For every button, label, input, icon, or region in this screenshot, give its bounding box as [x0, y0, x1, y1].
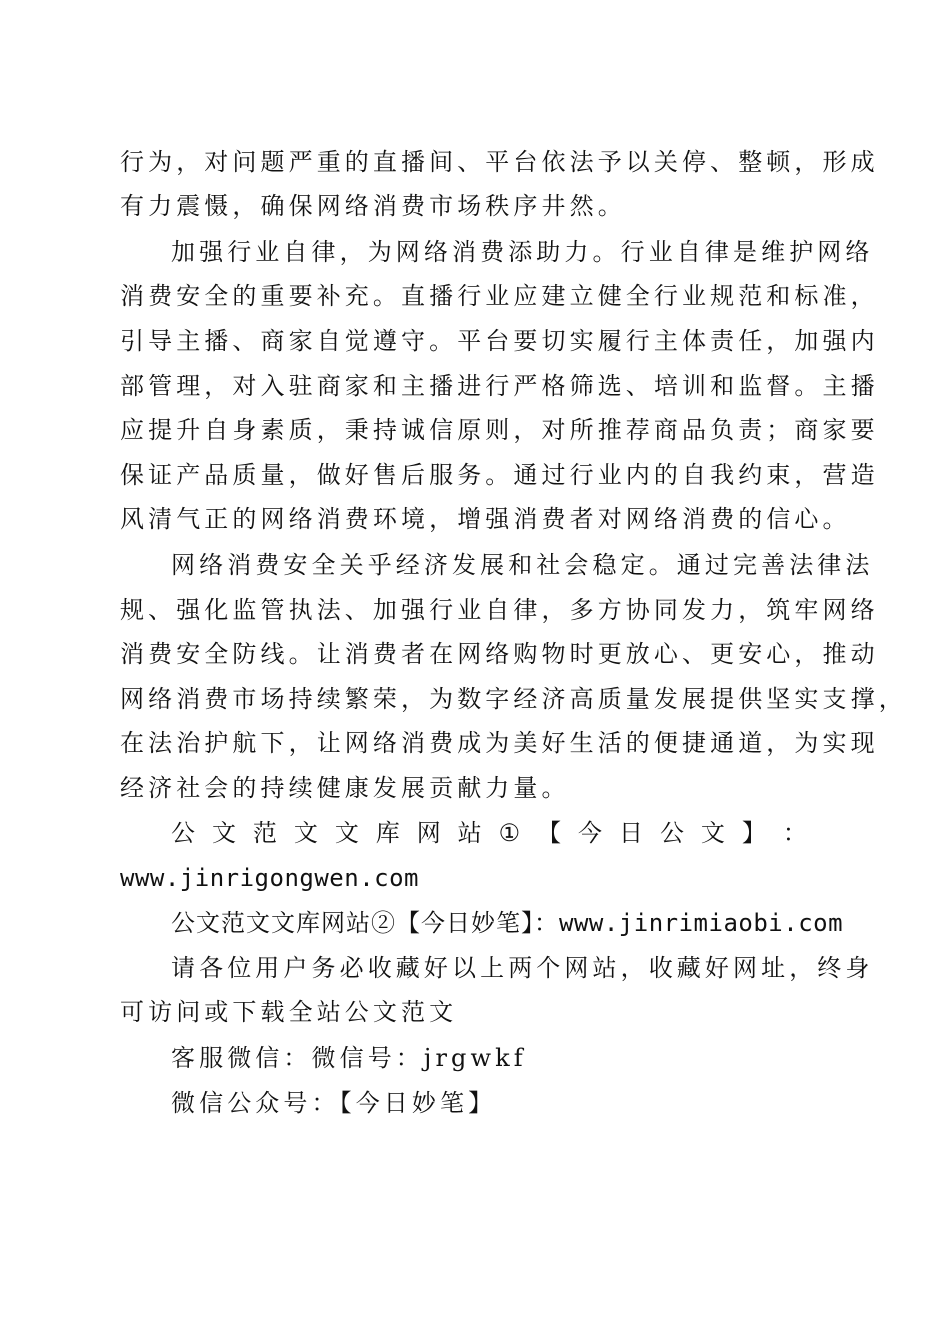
paragraph-line: 风清气正的网络消费环境，增强消费者对网络消费的信心。: [120, 505, 851, 533]
site2-line: [171, 901, 843, 945]
site1-char: 范: [252, 819, 282, 847]
site1-url: www.jinrigongwen.com: [120, 864, 419, 892]
paragraph-line: 网络消费市场持续繁荣，为数字经济高质量发展提供坚实支撑，: [120, 685, 907, 713]
site1-char: 日: [619, 819, 648, 847]
site1-char: 文: [700, 819, 730, 847]
paragraph-line: 消费安全防线。让消费者在网络购物时更放心、更安心，推动: [120, 640, 879, 668]
notice-line: 可访问或下载全站公文范文: [120, 998, 458, 1026]
site1-char: 站: [457, 819, 486, 847]
site1-char: 【: [537, 819, 566, 847]
paragraph-line: 消费安全的重要补充。直播行业应建立健全行业规范和标准，: [120, 282, 879, 310]
site1-char: 公: [659, 819, 689, 847]
site1-char: 库: [375, 819, 404, 847]
notice-line: 请各位用户务必收藏好以上两个网站，收藏好网址，终身: [171, 954, 874, 982]
site1-char: ：: [782, 819, 811, 847]
paragraph-line: 加强行业自律，为网络消费添助力。行业自律是维护网络: [171, 238, 874, 266]
paragraph-line: 经济社会的持续健康发展贡献力量。: [120, 774, 570, 802]
site1-char: 文: [334, 819, 363, 847]
paragraph-line: 引导主播、商家自觉遵守。平台要切实履行主体责任，加强内: [120, 327, 879, 355]
paragraph-line: 保证产品质量，做好售后服务。通过行业内的自我约束，营造: [120, 461, 879, 489]
paragraph-line: 行为，对问题严重的直播间、平台依法予以关停、整顿，形成: [120, 148, 879, 176]
site1-char: 网: [416, 819, 445, 847]
site2-label: 公文范文文库网站②【今日妙笔】：: [171, 909, 559, 937]
paragraph-line: 网络消费安全关乎经济发展和社会稳定。通过完善法律法: [171, 551, 874, 579]
site1-char: 公: [171, 819, 200, 847]
site1-char: ①: [498, 819, 525, 847]
paragraph-line: 规、强化监管执法、加强行业自律，多方协同发力，筑牢网络: [120, 596, 879, 624]
site1-char: 文: [211, 819, 241, 847]
site1-char: 文: [293, 819, 322, 847]
paragraph-line: 应提升自身素质，秉持诚信原则，对所推荐商品负责；商家要: [120, 416, 879, 444]
site2-url: www.jinrimiaobi.com: [559, 909, 844, 937]
paragraph-line: 在法治护航下，让网络消费成为美好生活的便捷通道，为实现: [120, 729, 879, 757]
service-wechat: 客服微信：微信号：jrgwkf: [171, 1044, 527, 1072]
site1-char: 】: [741, 819, 770, 847]
site1-label: [171, 811, 811, 855]
official-account: 微信公众号：【今日妙笔】: [171, 1089, 497, 1117]
paragraph-line: 有力震慑，确保网络消费市场秩序井然。: [120, 192, 626, 220]
paragraph-line: 部管理，对入驻商家和主播进行严格筛选、培训和监督。主播: [120, 372, 879, 400]
site1-char: 今: [578, 819, 607, 847]
